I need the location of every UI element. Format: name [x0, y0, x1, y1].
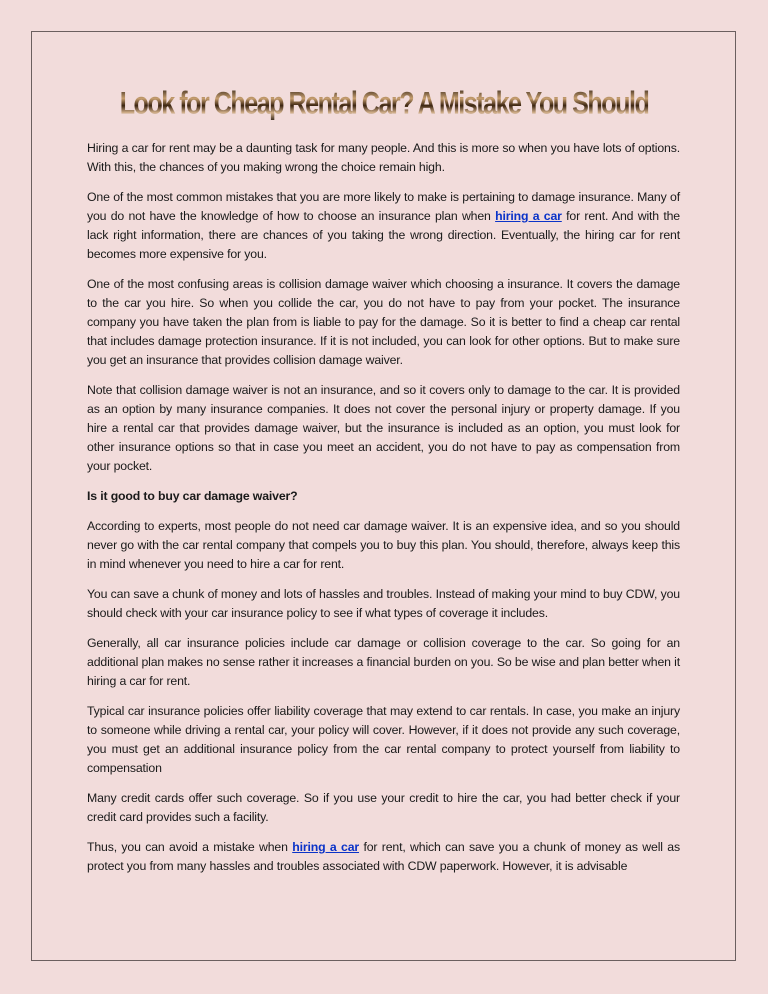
document-title: Look for Cheap Rental Car? A Mistake You Should — [109, 86, 660, 122]
section-heading: Is it good to buy car damage waiver? — [87, 489, 298, 503]
paragraph: According to experts, most people do not need car damage waiver. It is an expensive idea, and so you should never go with the car rental company that compels you to buy this plan. You should, therefore, always keep this in mind whenever you need to hire a car for rent. — [87, 519, 680, 571]
paragraph-text: for rent. And with the lack right information, there are chances of you taking the wrong direction. Eventually, the hiring car for rent becomes more expensive for you. — [87, 209, 680, 261]
document-body — [87, 139, 680, 887]
paragraph: You can save a chunk of money and lots of hassles and troubles. Instead of making your mind to buy CDW, you should check with your car insurance policy to see if what types of coverage it includes. — [87, 587, 680, 620]
hiring-a-car-link[interactable]: hiring a car — [495, 209, 562, 223]
paragraph-text: for rent, which can save you a chunk of money as well as protect you from many hassles and troubles associated with CDW paperwork. However, it is advisable — [87, 840, 680, 873]
paragraph: Note that collision damage waiver is not an insurance, and so it covers only to damage to the car. It is provided as an option by many insurance companies. It does not cover the personal injury or property damage. If you hire a rental car that provides damage waiver, but the insurance is included as an option, you must look for other insurance options so that in case you meet an accident, you do not have to pay as compensation from your pocket. — [87, 383, 680, 473]
paragraph: Many credit cards offer such coverage. So if you use your credit to hire the car, you had better check if your credit card provides such a facility. — [87, 791, 680, 824]
paragraph: Generally, all car insurance policies include car damage or collision coverage to the car. So going for an additional plan makes no sense rather it increases a financial burden on you. So be wise and plan better when it hiring a car for rent. — [87, 636, 680, 688]
paragraph — [87, 188, 680, 264]
paragraph — [87, 838, 680, 876]
paragraph-text: One of the most common mistakes that you are more likely to make is pertaining to damage insurance. Many of you do not have the knowledge of how to choose an insurance plan when — [87, 190, 680, 223]
paragraph: One of the most confusing areas is collision damage waiver which choosing a insurance. It covers the damage to the car you hire. So when you collide the car, you do not have to pay from your pocket. The insurance company you have taken the plan from is liable to pay for the damage. So it is better to find a cheap car rental that includes damage protection insurance. If it is not included, you can look for other options. But to make sure you get an insurance that provides collision damage waiver. — [87, 277, 680, 367]
paragraph: Hiring a car for rent may be a daunting task for many people. And this is more so when you have lots of options. With this, the chances of you making wrong the choice remain high. — [87, 141, 680, 174]
paragraph: Typical car insurance policies offer liability coverage that may extend to car rentals. In case, you make an injury to someone while driving a rental car, your policy will cover. However, if it does not provide any such coverage, you must get an additional insurance policy from the car rental company to protect yourself from liability to compensation — [87, 704, 680, 775]
paragraph-text: Thus, you can avoid a mistake when — [87, 840, 293, 854]
hiring-a-car-link[interactable]: hiring a car — [292, 840, 360, 854]
